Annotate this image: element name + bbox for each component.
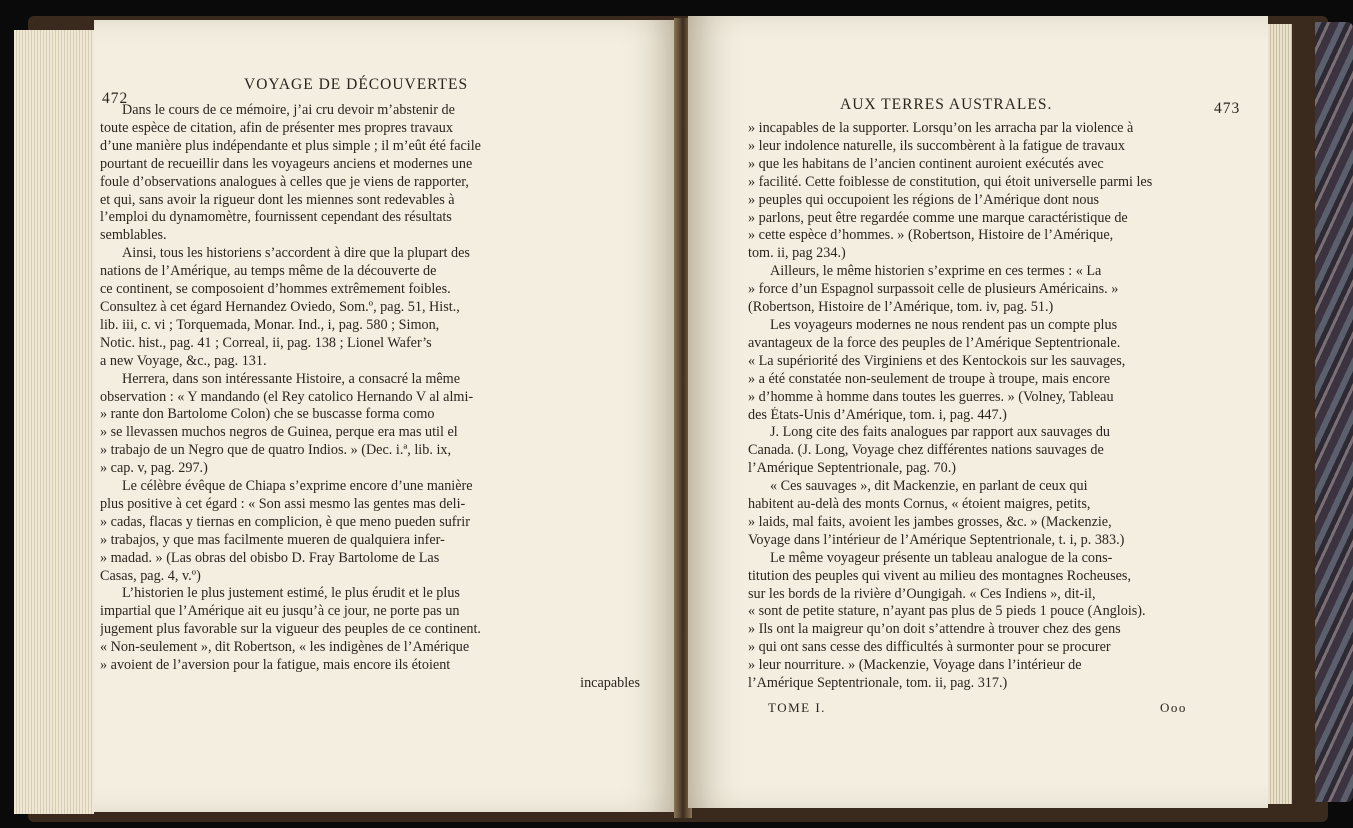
text-line: Le même voyageur présente un tableau analogue de la cons-: [770, 549, 1113, 566]
text-line: » facilité. Cette foiblesse de constitution, qui étoit universelle parmi les: [748, 173, 1153, 190]
text-line: » madad. » (Las obras del obisbo D. Fray Bartolome de Las: [100, 549, 440, 566]
text-line: » Ils ont la maigreur qu’on doit s’attendre à trouver chez des gens: [748, 621, 1121, 638]
text-line: a new Voyage, &c., pag. 131.: [100, 352, 267, 369]
text-line: » se llevassen muchos negros de Guinea, perque era mas util el: [100, 424, 458, 441]
running-head-right: AUX TERRES AUSTRALES.: [840, 96, 1053, 113]
text-line: sur les bords de la rivière d’Oungigah. « Ces Indiens », dit-il,: [748, 585, 1096, 602]
text-line: foule d’observations analogues à celles que je viens de rapporter,: [100, 173, 469, 190]
text-line: Casas, pag. 4, v.º): [100, 567, 201, 584]
text-line: « sont de petite stature, n’ayant pas plus de 5 pieds 1 pouce (Anglois).: [748, 603, 1146, 620]
text-line: toute espèce de citation, afin de présenter mes propres travaux: [100, 119, 453, 136]
text-line: et qui, sans avoir la rigueur dont les miennes sont redevables à: [100, 191, 455, 208]
text-line: » d’homme à homme dans toutes les guerres. » (Volney, Tableau: [748, 388, 1114, 405]
text-line: Consultez à cet égard Hernandez Oviedo, Som.º, pag. 51, Hist.,: [100, 298, 460, 315]
text-line: » a été constatée non-seulement de troupe à troupe, mais encore: [748, 370, 1111, 387]
text-line: tom. ii, pag 234.): [748, 245, 846, 262]
text-line: » que les habitans de l’ancien continent auroient exécutés avec: [748, 155, 1104, 172]
text-line: » laids, mal faits, avoient les jambes grosses, &c. » (Mackenzie,: [748, 513, 1112, 530]
text-line: l’emploi du dynamomètre, fournissent cependant des résultats: [100, 209, 452, 226]
text-line: l’Amérique Septentrionale, pag. 70.): [748, 460, 957, 477]
text-line: d’une manière plus indépendante et plus simple ; il m’eût été facile: [100, 137, 481, 154]
text-line: Canada. (J. Long, Voyage chez différentes nations sauvages de: [748, 442, 1104, 459]
text-line: Ainsi, tous les historiens s’accordent à dire que la plupart des: [122, 245, 470, 262]
right-page-text: [748, 120, 1244, 693]
text-line: Dans le cours de ce mémoire, j’ai cru devoir m’abstenir de: [122, 102, 455, 118]
text-line: » rante don Bartolome Colon) che se buscasse forma como: [100, 406, 435, 423]
text-line: impartial que l’Amérique ait eu jusqu’à ce jour, ne porte pas un: [100, 603, 460, 620]
text-line: » avoient de l’aversion pour la fatigue, mais encore ils étoient: [100, 657, 451, 674]
text-line: » cadas, flacas y tiernas en complicion, è que meno pueden sufrir: [100, 513, 470, 530]
running-head-left: VOYAGE DE DÉCOUVERTES: [244, 76, 469, 93]
left-page-text: [100, 102, 640, 693]
text-line: jugement plus favorable sur la vigueur des peuples de ce continent.: [100, 621, 481, 638]
text-line: » qui ont sans cesse des difficultés à surmonter pour se procurer: [748, 639, 1111, 656]
text-line: ce continent, se composoient d’hommes extrêmement foibles.: [100, 281, 451, 298]
text-line: habitent au-delà des monts Cornus, « étoient maigres, petits,: [748, 496, 1091, 513]
text-line: » incapables de la supporter. Lorsqu’on les arracha par la violence à: [748, 120, 1134, 136]
text-line: nations de l’Amérique, au temps même de la découverte de: [100, 263, 437, 280]
text-line: » trabajos, y que mas facilmente mueren de qualquiera infer-: [100, 531, 445, 548]
text-line: » cette espèce d’hommes. » (Robertson, Histoire de l’Amérique,: [748, 227, 1114, 244]
text-line: lib. iii, c. vi ; Torquemada, Monar. Ind., i, pag. 580 ; Simon,: [100, 316, 440, 333]
footer-signature: Ooo: [1160, 700, 1187, 715]
text-line: des États-Unis d’Amérique, tom. i, pag. 447.): [748, 406, 1007, 423]
text-line: Notic. hist., pag. 41 ; Correal, ii, pag. 138 ; Lionel Wafer’s: [100, 334, 432, 351]
text-line: » parlons, peut être regardée comme une marque caractéristique de: [748, 209, 1128, 226]
page-number-left: 472: [102, 90, 129, 107]
text-line: titution des peuples qui vivent au milieu des montagnes Rocheuses,: [748, 567, 1132, 584]
text-line: l’Amérique Septentrionale, tom. ii, pag. 317.): [748, 675, 1008, 692]
text-line: « Ces sauvages », dit Mackenzie, en parlant de ceux qui: [770, 478, 1088, 495]
text-line: Les voyageurs modernes ne nous rendent pas un compte plus: [770, 316, 1118, 333]
text-line: » leur indolence naturelle, ils succombèrent à la fatigue de travaux: [748, 137, 1125, 154]
text-line: Voyage dans l’intérieur de l’Amérique Septentrionale, t. i, p. 383.): [748, 531, 1125, 548]
text-line: J. Long cite des faits analogues par rapport aux sauvages du: [770, 424, 1111, 441]
text-line: Le célèbre évêque de Chiapa s’exprime encore d’une manière: [122, 478, 473, 495]
text-line: (Robertson, Histoire de l’Amérique, tom. iv, pag. 51.): [748, 299, 1054, 316]
right-page: [688, 16, 1268, 808]
text-line: » force d’un Espagnol surpassoit celle de plusieurs Américains. »: [748, 281, 1119, 298]
text-line: » peuples qui occupoient les régions de l’Amérique dont nous: [748, 191, 1100, 208]
text-line: semblables.: [100, 227, 167, 244]
text-line: pourtant de recueillir dans les voyageurs anciens et modernes une: [100, 155, 473, 172]
marbled-edge: [1315, 22, 1353, 802]
text-line: Herrera, dans son intéressante Histoire, a consacré la même: [122, 370, 460, 387]
text-line: » leur nourriture. » (Mackenzie, Voyage dans l’intérieur de: [748, 657, 1082, 674]
text-line: L’historien le plus justement estimé, le plus érudit et le plus: [122, 585, 460, 602]
text-line: Ailleurs, le même historien s’exprime en ces termes : « La: [770, 263, 1102, 280]
footer-volume: TOME I.: [768, 700, 826, 715]
text-line: incapables: [580, 675, 640, 691]
text-line: « Non-seulement », dit Robertson, « les indigènes de l’Amérique: [100, 639, 470, 656]
text-line: » cap. v, pag. 297.): [100, 460, 208, 477]
text-line: « La supériorité des Virginiens et des Kentockois sur les sauvages,: [748, 352, 1126, 369]
left-page: [94, 20, 678, 812]
text-line: observation : « Y mandando (el Rey catolico Hernando V al almi-: [100, 388, 474, 405]
text-line: » trabajo de un Negro que de quatro Indios. » (Dec. i.ª, lib. ix,: [100, 442, 452, 459]
text-line: plus positive à cet égard : « Son assi mesmo las gentes mas deli-: [100, 495, 466, 512]
page-edges-left: [14, 30, 94, 814]
text-line: avantageux de la force des peuples de l’Amérique Septentrionale.: [748, 334, 1121, 351]
page-number-right: 473: [1214, 100, 1241, 117]
